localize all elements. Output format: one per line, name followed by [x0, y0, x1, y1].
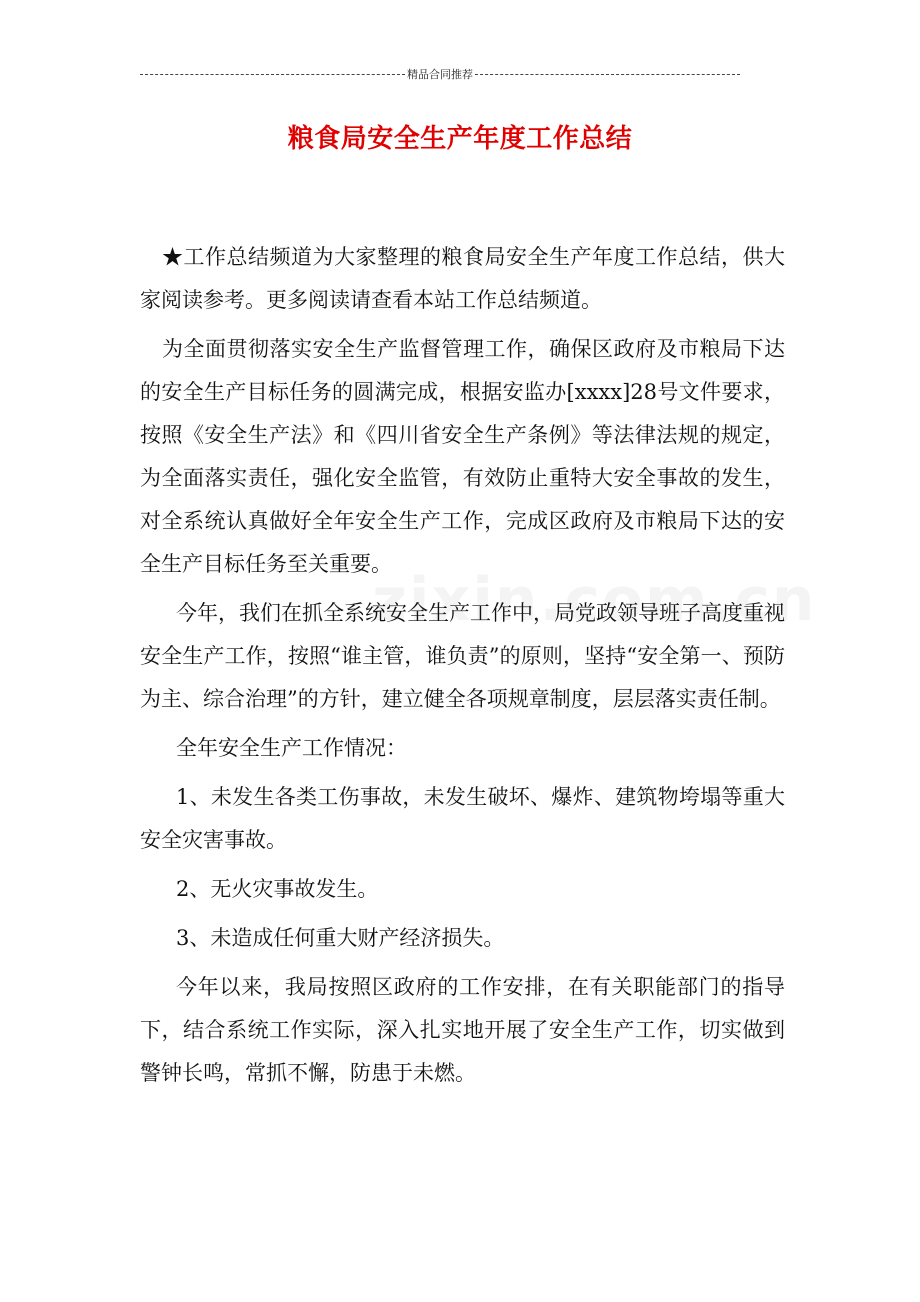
- header-divider-right: [475, 74, 740, 75]
- paragraph-this-year: 今年，我们在抓全系统安全生产工作中，局党政领导班子高度重视安全生产工作，按照“谁主管，谁负责”的原则，坚持“安全第一、预防为主、综合治理”的方针，建立健全各项规章制度，层层落实责任制。: [140, 601, 785, 711]
- header-label: 精品合同推荐: [407, 68, 473, 81]
- header-divider-left: [140, 74, 405, 75]
- paragraph-intro: ★工作总结频道为大家整理的粮食局安全生产年度工作总结，供大家阅读参考。更多阅读请查看本站工作总结频道。: [140, 245, 785, 312]
- paragraph-since-this-year: 今年以来，我局按照区政府的工作安排，在有关职能部门的指导下，结合系统工作实际，深入扎实地开展了安全生产工作，切实做到警钟长鸣，常抓不懈，防患于未燃。: [140, 975, 785, 1085]
- paragraph-situation-heading: 全年安全生产工作情况：: [176, 736, 407, 760]
- list-item-1: 1、未发生各类工伤事故，未发生破坏、爆炸、建筑物垮塌等重大安全灾害事故。: [140, 785, 785, 852]
- list-item-2: 2、无火灾事故发生。: [176, 877, 379, 901]
- paragraph-purpose: 为全面贯彻落实安全生产监督管理工作，确保区政府及市粮局下达的安全生产目标任务的圆满完成，根据安监办[xxxx]28号文件要求，按照《安全生产法》和《四川省安全生产条例》等法律法规的规定，为全面落实责任，强化安全监管，有效防止重特大安全事故的发生，对全系统认真做好全年安全生产工作，完成区政府及市粮局下达的安全生产目标任务至关重要。: [140, 337, 785, 576]
- page-header: [140, 66, 740, 82]
- document-title: 粮食局安全生产年度工作总结: [287, 124, 633, 154]
- list-item-3: 3、未造成任何重大财产经济损失。: [176, 926, 505, 950]
- document-body: [140, 236, 785, 1101]
